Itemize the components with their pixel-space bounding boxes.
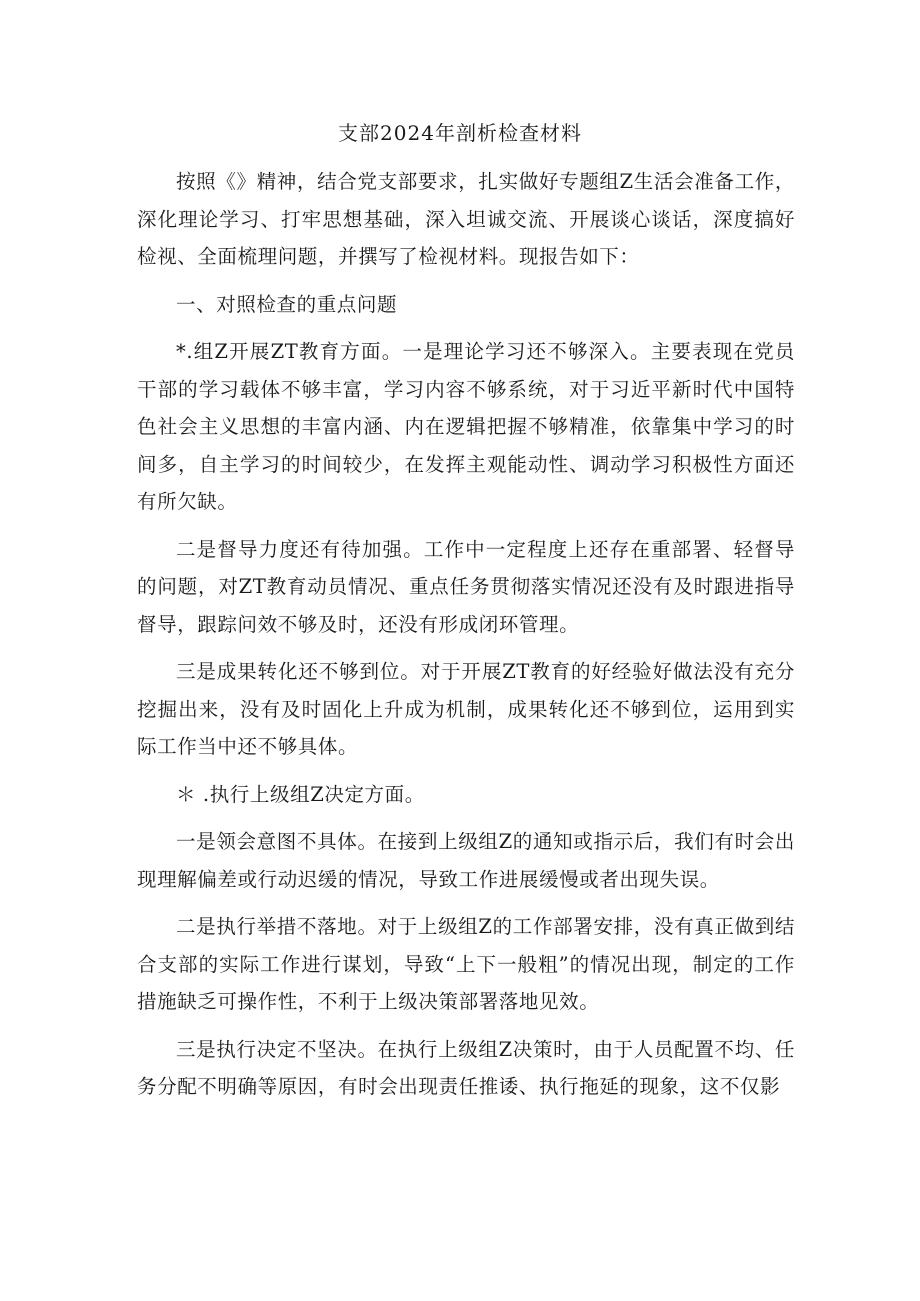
paragraph-2: 二是督导力度还有待加强。工作中一定程度上还存在重部署、轻督导的问题，对ZT教育动员情况、重点任务贯彻落实情况还没有及时跟进指导督导，跟踪问效不够及时，还没有形成闭环管理。 <box>137 537 795 636</box>
section-heading: 一、对照检查的重点问题 <box>176 292 398 316</box>
paragraph-6: 三是执行决定不坚决。在执行上级组Z决策时，由于人员配置不均、任务分配不明确等原因，有时会出现责任推诿、执行拖延的现象，这不仅影 <box>137 1037 795 1098</box>
intro-paragraph: 按照《》精神，结合党支部要求，扎实做好专题组Z生活会准备工作，深化理论学习、打牢思想基础，深入坦诚交流、开展谈心谈话，深度搞好检视、全面梳理问题，并撰写了检视材料。现报告如下： <box>137 170 795 268</box>
paragraph-1: *.组Z开展ZT教育方面。一是理论学习还不够深入。主要表现在党员干部的学习载体不够丰富，学习内容不够系统，对于习近平新时代中国特色社会主义思想的丰富内涵、内在逻辑把握不够精准，依靠集中学习的时间多，自主学习的时间较少，在发挥主观能动性、调动学习积极性方面还有所欠缺。 <box>137 340 795 513</box>
document-title: 支部2024年剖析检查材料 <box>338 121 582 145</box>
subsection-heading: ＊ .执行上级组Z决定方面。 <box>176 782 425 806</box>
document-body <box>137 163 795 1116</box>
paragraph-3: 三是成果转化还不够到位。对于开展ZT教育的好经验好做法没有充分挖掘出来，没有及时固化上升成为机制，成果转化还不够到位，运用到实际工作当中还不够具体。 <box>137 660 795 758</box>
paragraph-4: 一是领会意图不具体。在接到上级组Z的通知或指示后，我们有时会出现理解偏差或行动迟缓的情况，导致工作进展缓慢或者出现失误。 <box>137 830 795 891</box>
paragraph-5: 二是执行举措不落地。对于上级组Z的工作部署安排，没有真正做到结合支部的实际工作进行谋划，导致“上下一般粗”的情况出现，制定的工作措施缺乏可操作性，不利于上级决策部署落地见效。 <box>137 915 795 1013</box>
